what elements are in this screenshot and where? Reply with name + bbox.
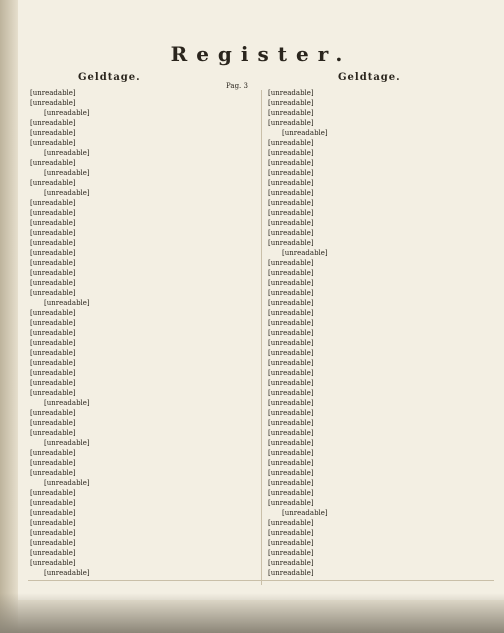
column-divider xyxy=(261,90,262,585)
left-column-page-label: Pag. 3 xyxy=(226,82,248,90)
index-entry-text: [unreadable] xyxy=(30,459,76,467)
index-entry-text: [unreadable] xyxy=(268,239,314,247)
index-entry xyxy=(30,548,256,558)
index-entry xyxy=(30,448,256,458)
index-entry xyxy=(268,328,494,338)
index-entry-text: [unreadable] xyxy=(268,559,314,567)
index-entry xyxy=(268,448,494,458)
index-entry-text: [unreadable] xyxy=(282,129,328,137)
index-entry-text: [unreadable] xyxy=(30,539,76,547)
index-entry-text: [unreadable] xyxy=(30,409,76,417)
index-entry-text: [unreadable] xyxy=(44,399,90,407)
index-entry xyxy=(30,158,256,168)
index-entry xyxy=(268,188,494,198)
index-entry xyxy=(30,188,256,198)
index-entry-text: [unreadable] xyxy=(268,309,314,317)
index-entry-text: [unreadable] xyxy=(268,209,314,217)
index-entry-text: [unreadable] xyxy=(30,249,76,257)
index-entry xyxy=(30,558,256,568)
index-entry-text: [unreadable] xyxy=(30,159,76,167)
index-entry-text: [unreadable] xyxy=(268,439,314,447)
index-entry-text: [unreadable] xyxy=(268,119,314,127)
index-entry xyxy=(268,198,494,208)
index-entry xyxy=(30,238,256,248)
index-entry-text: [unreadable] xyxy=(30,549,76,557)
index-entry-text: [unreadable] xyxy=(30,329,76,337)
index-entry xyxy=(268,518,494,528)
index-entry-text: [unreadable] xyxy=(268,169,314,177)
index-entry xyxy=(30,498,256,508)
index-entry-text: [unreadable] xyxy=(30,199,76,207)
left-column-heading: Geldtage. xyxy=(78,72,141,83)
index-entry xyxy=(30,288,256,298)
index-entry-text: [unreadable] xyxy=(268,279,314,287)
index-entry xyxy=(30,168,256,178)
index-entry xyxy=(30,508,256,518)
index-entry xyxy=(30,568,256,578)
index-entry xyxy=(268,178,494,188)
index-entry xyxy=(268,378,494,388)
index-entry-text: [unreadable] xyxy=(268,149,314,157)
index-entry-text: [unreadable] xyxy=(268,159,314,167)
index-entry xyxy=(30,298,256,308)
index-entry xyxy=(268,388,494,398)
index-entry-text: [unreadable] xyxy=(30,489,76,497)
index-entry xyxy=(268,168,494,178)
index-entry xyxy=(30,228,256,238)
index-entry-text: [unreadable] xyxy=(268,219,314,227)
index-entry xyxy=(268,418,494,428)
page-bottom-shadow xyxy=(0,593,504,633)
index-entry-text: [unreadable] xyxy=(30,179,76,187)
index-entry-text: [unreadable] xyxy=(30,369,76,377)
index-entry-text: [unreadable] xyxy=(268,419,314,427)
index-entry-text: [unreadable] xyxy=(30,239,76,247)
index-entry xyxy=(30,528,256,538)
index-entry-text: [unreadable] xyxy=(268,529,314,537)
index-entry-text: [unreadable] xyxy=(30,379,76,387)
index-entry xyxy=(30,468,256,478)
index-entry-text: [unreadable] xyxy=(268,479,314,487)
index-entry-text: [unreadable] xyxy=(30,509,76,517)
footer-rule xyxy=(28,580,494,581)
index-entry xyxy=(268,248,494,258)
index-entry xyxy=(30,328,256,338)
index-entry xyxy=(268,348,494,358)
index-entry xyxy=(268,398,494,408)
index-entry-text: [unreadable] xyxy=(268,89,314,97)
index-entry-text: [unreadable] xyxy=(268,299,314,307)
index-entry-text: [unreadable] xyxy=(30,469,76,477)
right-index-column xyxy=(268,88,494,588)
index-entry-text: [unreadable] xyxy=(268,269,314,277)
index-entry xyxy=(30,208,256,218)
index-entry xyxy=(268,488,494,498)
index-entry-text: [unreadable] xyxy=(268,199,314,207)
index-entry-text: [unreadable] xyxy=(268,99,314,107)
index-entry-text: [unreadable] xyxy=(30,389,76,397)
index-entry xyxy=(268,338,494,348)
index-entry xyxy=(268,138,494,148)
index-entry-text: [unreadable] xyxy=(268,569,314,577)
index-entry-text: [unreadable] xyxy=(268,179,314,187)
index-entry xyxy=(268,128,494,138)
index-entry-text: [unreadable] xyxy=(44,189,90,197)
index-entry xyxy=(268,148,494,158)
index-entry-text: [unreadable] xyxy=(30,319,76,327)
index-entry-text: [unreadable] xyxy=(30,419,76,427)
index-entry-text: [unreadable] xyxy=(44,479,90,487)
index-entry xyxy=(30,138,256,148)
index-entry xyxy=(268,298,494,308)
index-entry xyxy=(30,178,256,188)
index-entry xyxy=(268,88,494,98)
index-entry-text: [unreadable] xyxy=(268,139,314,147)
index-entry-text: [unreadable] xyxy=(268,519,314,527)
index-entry xyxy=(268,118,494,128)
index-entry-text: [unreadable] xyxy=(282,509,328,517)
index-entry xyxy=(30,118,256,128)
index-entry-text: [unreadable] xyxy=(30,309,76,317)
index-entry xyxy=(30,478,256,488)
index-entry-text: [unreadable] xyxy=(268,469,314,477)
index-entry-text: [unreadable] xyxy=(268,289,314,297)
index-entry-text: [unreadable] xyxy=(282,249,328,257)
index-entry-text: [unreadable] xyxy=(268,539,314,547)
index-entry-text: [unreadable] xyxy=(44,569,90,577)
index-entry xyxy=(30,408,256,418)
index-entry-text: [unreadable] xyxy=(30,219,76,227)
index-entry xyxy=(30,398,256,408)
index-entry xyxy=(30,198,256,208)
index-entry xyxy=(268,228,494,238)
index-entry xyxy=(268,438,494,448)
index-entry-text: [unreadable] xyxy=(30,259,76,267)
index-entry xyxy=(268,258,494,268)
index-entry-text: [unreadable] xyxy=(268,389,314,397)
index-entry xyxy=(268,528,494,538)
index-entry xyxy=(268,268,494,278)
index-entry-text: [unreadable] xyxy=(30,99,76,107)
index-entry xyxy=(30,428,256,438)
index-entry-text: [unreadable] xyxy=(30,269,76,277)
register-page xyxy=(18,0,504,600)
index-entry-text: [unreadable] xyxy=(268,449,314,457)
index-entry-text: [unreadable] xyxy=(44,439,90,447)
index-entry-text: [unreadable] xyxy=(268,369,314,377)
index-entry xyxy=(268,508,494,518)
index-entry xyxy=(268,158,494,168)
index-entry xyxy=(30,88,256,98)
index-entry-text: [unreadable] xyxy=(30,89,76,97)
index-entry xyxy=(268,568,494,578)
index-entry-text: [unreadable] xyxy=(30,559,76,567)
index-entry-text: [unreadable] xyxy=(268,109,314,117)
index-entry-text: [unreadable] xyxy=(268,329,314,337)
index-entry-text: [unreadable] xyxy=(268,349,314,357)
index-entry-text: [unreadable] xyxy=(268,489,314,497)
index-entry-text: [unreadable] xyxy=(268,549,314,557)
index-entry xyxy=(268,108,494,118)
index-entry xyxy=(268,368,494,378)
index-entry-text: [unreadable] xyxy=(44,299,90,307)
index-entry-text: [unreadable] xyxy=(30,499,76,507)
index-entry xyxy=(30,248,256,258)
index-entry xyxy=(268,468,494,478)
index-entry-text: [unreadable] xyxy=(30,139,76,147)
index-entry xyxy=(268,98,494,108)
index-entry xyxy=(268,358,494,368)
index-entry-text: [unreadable] xyxy=(268,319,314,327)
page-title: Register. xyxy=(170,42,352,66)
index-entry xyxy=(30,358,256,368)
index-entry xyxy=(30,368,256,378)
index-entry xyxy=(268,308,494,318)
index-entry xyxy=(268,498,494,508)
index-entry-text: [unreadable] xyxy=(30,519,76,527)
index-entry xyxy=(30,378,256,388)
index-entry xyxy=(30,438,256,448)
index-entry-text: [unreadable] xyxy=(30,129,76,137)
index-entry-text: [unreadable] xyxy=(30,359,76,367)
index-entry-text: [unreadable] xyxy=(30,229,76,237)
index-entry-text: [unreadable] xyxy=(268,459,314,467)
index-entry-text: [unreadable] xyxy=(30,429,76,437)
index-entry xyxy=(30,278,256,288)
index-entry-text: [unreadable] xyxy=(268,399,314,407)
index-entry xyxy=(268,208,494,218)
index-entry-text: [unreadable] xyxy=(44,109,90,117)
index-entry xyxy=(268,538,494,548)
index-entry-text: [unreadable] xyxy=(268,189,314,197)
index-entry xyxy=(30,258,256,268)
index-entry xyxy=(30,308,256,318)
index-entry xyxy=(30,418,256,428)
index-entry xyxy=(30,488,256,498)
index-entry xyxy=(268,428,494,438)
index-entry xyxy=(30,318,256,328)
index-entry-text: [unreadable] xyxy=(268,259,314,267)
index-entry xyxy=(268,218,494,228)
index-entry-text: [unreadable] xyxy=(44,149,90,157)
page-gutter-shadow xyxy=(0,0,18,633)
index-entry xyxy=(268,238,494,248)
index-entry-text: [unreadable] xyxy=(268,379,314,387)
index-entry xyxy=(268,278,494,288)
index-entry xyxy=(268,458,494,468)
index-entry-text: [unreadable] xyxy=(30,279,76,287)
index-entry xyxy=(30,388,256,398)
index-entry-text: [unreadable] xyxy=(268,359,314,367)
index-entry xyxy=(30,348,256,358)
index-entry-text: [unreadable] xyxy=(268,499,314,507)
index-entry xyxy=(30,108,256,118)
index-entry-text: [unreadable] xyxy=(44,169,90,177)
right-column-heading: Geldtage. xyxy=(338,72,401,83)
index-entry xyxy=(268,408,494,418)
index-entry-text: [unreadable] xyxy=(30,209,76,217)
index-entry xyxy=(268,478,494,488)
index-entry xyxy=(30,338,256,348)
index-entry-text: [unreadable] xyxy=(30,529,76,537)
index-entry xyxy=(30,458,256,468)
index-entry xyxy=(30,518,256,528)
index-entry-text: [unreadable] xyxy=(30,449,76,457)
index-entry-text: [unreadable] xyxy=(30,339,76,347)
index-entry-text: [unreadable] xyxy=(268,229,314,237)
index-entry-text: [unreadable] xyxy=(30,349,76,357)
index-entry xyxy=(268,318,494,328)
left-index-column xyxy=(30,88,256,588)
index-entry-text: [unreadable] xyxy=(268,409,314,417)
index-entry xyxy=(30,218,256,228)
index-entry xyxy=(30,538,256,548)
index-entry-text: [unreadable] xyxy=(30,289,76,297)
index-entry xyxy=(30,128,256,138)
index-entry xyxy=(268,548,494,558)
index-entry-text: [unreadable] xyxy=(268,429,314,437)
index-entry-text: [unreadable] xyxy=(268,339,314,347)
index-entry-text: [unreadable] xyxy=(30,119,76,127)
index-entry xyxy=(268,288,494,298)
index-entry xyxy=(30,268,256,278)
index-entry xyxy=(268,558,494,568)
index-entry xyxy=(30,98,256,108)
index-entry xyxy=(30,148,256,158)
